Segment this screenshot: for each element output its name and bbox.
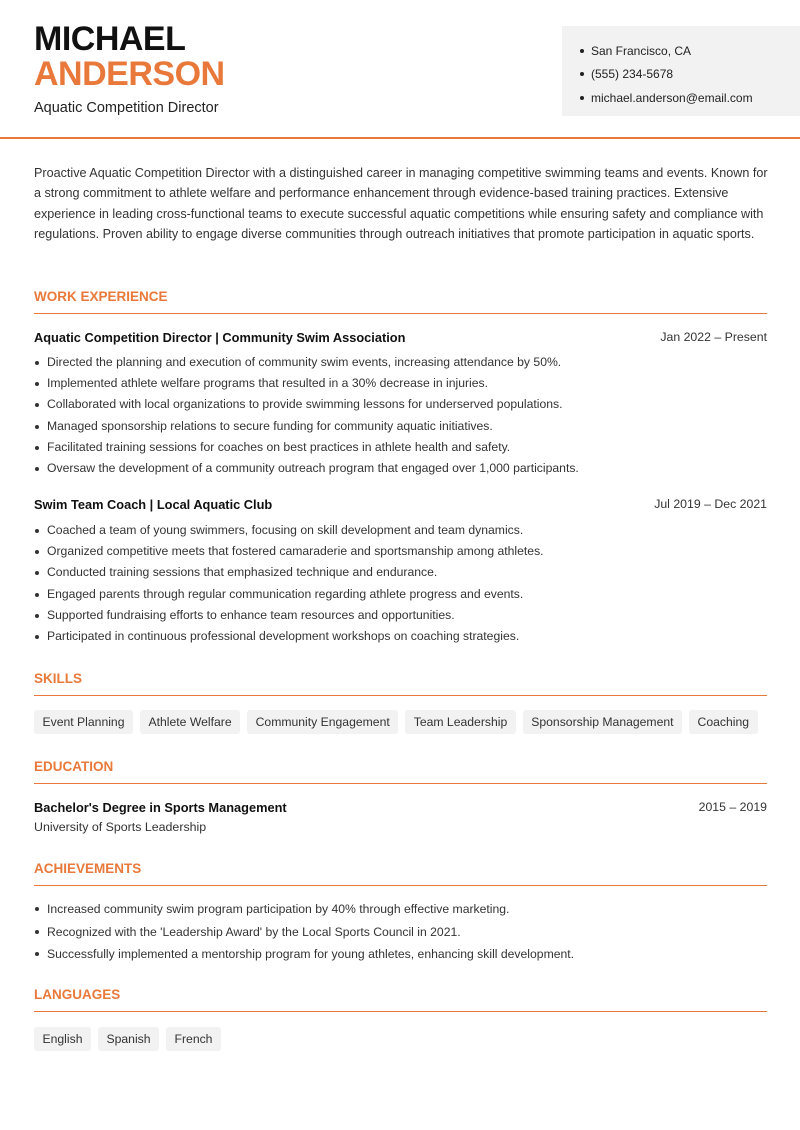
- job-header: [34, 330, 767, 345]
- candidate-name: [34, 22, 225, 91]
- school-name: University of Sports Leadership: [34, 820, 207, 834]
- job-bullets: [34, 520, 767, 647]
- skill-chip: Sponsorship Management: [523, 710, 682, 734]
- job-bullets: [34, 352, 767, 479]
- contact-box: [562, 26, 800, 116]
- education-years: 2015 – 2019: [698, 800, 767, 814]
- skill-chip: Event Planning: [34, 710, 133, 734]
- list-item: Collaborated with local organizations to provide swimming lessons for underserved populations.: [34, 394, 767, 415]
- section-title-skills: SKILLS: [34, 671, 767, 696]
- contact-location: [580, 39, 800, 63]
- list-item: Implemented athlete welfare programs that resulted in a 30% decrease in injuries.: [34, 373, 767, 394]
- job-role: Swim Team Coach | Local Aquatic Club: [34, 497, 273, 512]
- list-item: Facilitated training sessions for coaches on best practices in athlete health and safety.: [34, 437, 767, 458]
- contact-email: [580, 86, 800, 110]
- degree: Bachelor's Degree in Sports Management: [34, 800, 287, 815]
- language-chip: English: [34, 1027, 91, 1051]
- achievements-list: [34, 898, 767, 966]
- first-name: MICHAEL: [34, 20, 186, 58]
- skill-chip: Coaching: [689, 710, 758, 734]
- bullet-icon: [580, 49, 584, 53]
- professional-summary: Proactive Aquatic Competition Director with a distinguished career in managing competitive swimming teams and events. Known for a strong commitment to athlete welfare and performance enhancement through evidence-based training practices. Extensive experience in leading cross-functional teams to execute successful aquatic competitions while ensuring safety and compliance with regulations. Proven ability to engage diverse communities through outreach initiatives that promote participation in aquatic sports.: [34, 166, 768, 241]
- job-dates: Jan 2022 – Present: [660, 330, 767, 344]
- section-title-achievements: ACHIEVEMENTS: [34, 861, 767, 886]
- resume-header: [0, 0, 800, 139]
- list-item: Successfully implemented a mentorship program for young athletes, enhancing skill development.: [34, 943, 767, 966]
- list-item: Managed sponsorship relations to secure funding for community aquatic initiatives.: [34, 416, 767, 437]
- languages-list: [34, 1027, 767, 1051]
- phone-text: (555) 234-5678: [591, 67, 674, 82]
- contact-phone: [580, 63, 800, 87]
- list-item: Directed the planning and execution of community swim events, increasing attendance by 50%.: [34, 352, 767, 373]
- language-chip: French: [166, 1027, 221, 1051]
- bullet-icon: [580, 96, 584, 100]
- list-item: Increased community swim program participation by 40% through effective marketing.: [34, 898, 767, 921]
- skills-list: [34, 710, 767, 734]
- list-item: Organized competitive meets that fostered camaraderie and sportsmanship among athletes.: [34, 541, 767, 562]
- email-text: michael.anderson@email.com: [591, 90, 753, 105]
- list-item: Coached a team of young swimmers, focusing on skill development and team dynamics.: [34, 520, 767, 541]
- skill-chip: Athlete Welfare: [140, 710, 240, 734]
- section-title-education: EDUCATION: [34, 759, 767, 784]
- list-item: Recognized with the 'Leadership Award' by the Local Sports Council in 2021.: [34, 921, 767, 944]
- bullet-icon: [580, 72, 584, 76]
- skill-chip: Community Engagement: [247, 710, 398, 734]
- location-text: San Francisco, CA: [591, 43, 692, 58]
- last-name: ANDERSON: [34, 55, 225, 93]
- job-header: [34, 497, 767, 512]
- section-title-languages: LANGUAGES: [34, 987, 767, 1012]
- job-role: Aquatic Competition Director | Community Swim Association: [34, 330, 406, 345]
- list-item: Conducted training sessions that emphasized technique and endurance.: [34, 562, 767, 583]
- language-chip: Spanish: [98, 1027, 159, 1051]
- section-title-experience: WORK EXPERIENCE: [34, 289, 767, 314]
- job-dates: Jul 2019 – Dec 2021: [654, 497, 767, 511]
- job-title: Aquatic Competition Director: [34, 100, 219, 116]
- skill-chip: Team Leadership: [405, 710, 516, 734]
- list-item: Engaged parents through regular communication regarding athlete progress and events.: [34, 584, 767, 605]
- list-item: Participated in continuous professional development workshops on coaching strategies.: [34, 626, 767, 647]
- list-item: Supported fundraising efforts to enhance team resources and opportunities.: [34, 605, 767, 626]
- education-header: [34, 800, 767, 815]
- list-item: Oversaw the development of a community outreach program that engaged over 1,000 participants.: [34, 458, 767, 479]
